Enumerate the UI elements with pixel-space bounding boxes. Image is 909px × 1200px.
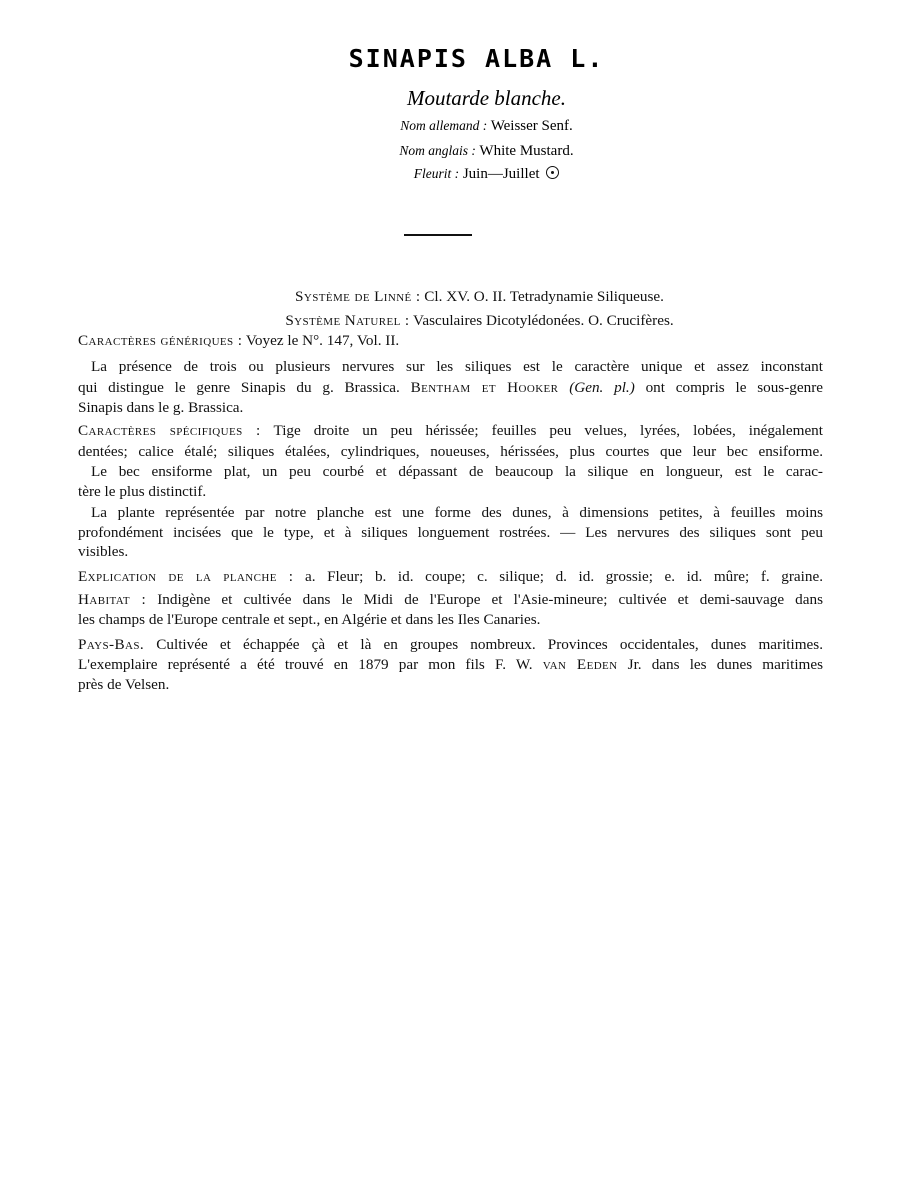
paragraph-line [78, 377, 823, 398]
flowering-label: Fleurit : [413, 166, 460, 181]
paragraph-line [78, 654, 823, 675]
paragraph-line: Sinapis dans le g. Brassica. [78, 399, 244, 416]
author-names: Bentham et Hooker [410, 379, 559, 396]
paragraph-line: près de Velsen. [78, 676, 170, 693]
text-span: ont compris le sous-genre [645, 379, 824, 396]
habitat-text: Indigène et cultivée dans le Midi de l'Europe et l'Asie-mineure; cultivée et demi-sauvage dans [157, 591, 824, 608]
netherlands-label: Pays-Bas. [78, 636, 145, 653]
divider [404, 234, 472, 236]
natural-label: Système Naturel : [285, 312, 410, 329]
paragraph-line: visibles. [78, 543, 129, 560]
flowering-value: Juin—Juillet [462, 166, 540, 182]
linnaean-value: Cl. XV. O. II. Tetradynamie Siliqueuse. [424, 288, 664, 305]
text-span: Jr. dans les dunes maritimes [627, 656, 824, 673]
annual-plant-icon [546, 166, 559, 179]
specific-characters-line [78, 420, 823, 441]
paragraph-line: Le bec ensiforme plat, un peu courbé et dépassant de beaucoup la silique en longueur, est le carac- [91, 463, 823, 480]
habitat-label: Habitat : [78, 591, 147, 608]
paragraph-line: dentées; calice étalé; siliques étalées, cylindriques, noueuses, hérissées, plus courtes que leur bec ensiforme. [78, 443, 823, 460]
paragraph-line: La présence de trois ou plusieurs nervures sur les siliques est le caractère unique et assez inconstant [91, 358, 823, 375]
generic-characters-label: Caractères génériques : [78, 332, 243, 349]
generic-characters-line [78, 330, 823, 351]
netherlands-text: Cultivée et échappée çà et là en groupes nombreux. Provinces occidentales, dunes maritimes. [156, 636, 824, 653]
text-span: L'exemplaire représenté a été trouvé en 1879 par mon fils F. W. [78, 656, 533, 673]
generic-characters-text: Voyez le N°. 147, Vol. II. [245, 332, 400, 349]
german-name-label: Nom allemand : [400, 118, 488, 133]
plate-explanation-label: Explication de la planche : [78, 568, 294, 585]
flowering-line [0, 166, 909, 183]
paragraph-line: La plante représentée par notre planche est une forme des dunes, à dimensions petites, à feuilles moins [91, 504, 823, 521]
specific-characters-label: Caractères spécifiques : [78, 422, 261, 439]
netherlands-line [78, 634, 823, 655]
specific-characters-text: Tige droite un peu hérissée; feuilles peu velues, lyrées, lobées, inégalement [273, 422, 823, 439]
habitat-line [78, 589, 823, 610]
paragraph-line: tère le plus distinctif. [78, 483, 207, 500]
plate-explanation-text: a. Fleur; b. id. coupe; c. silique; d. id. grossie; e. id. mûre; f. graine. [305, 568, 823, 585]
english-name-line [0, 143, 909, 160]
natural-system-line [0, 312, 909, 329]
text-span: qui distingue le genre Sinapis du g. Brassica. [78, 379, 400, 396]
plate-explanation-line [78, 566, 823, 587]
german-name-line [0, 118, 909, 135]
natural-value: Vasculaires Dicotylédonées. O. Crucifères. [413, 312, 674, 329]
german-name-value: Weisser Senf. [490, 118, 573, 134]
linnaean-label: Système de Linné : [295, 288, 421, 305]
english-name-value: White Mustard. [479, 143, 574, 159]
species-title: SINAPIS ALBA L. [348, 44, 605, 73]
linnaean-system-line [0, 288, 909, 305]
citation: (Gen. pl.) [569, 379, 635, 396]
common-name: Moutarde blanche. [406, 86, 567, 110]
english-name-label: Nom anglais : [399, 143, 476, 158]
collector-name: van Eeden [542, 656, 618, 673]
paragraph-line: les champs de l'Europe centrale et sept., en Algérie et dans les Iles Canaries. [78, 611, 541, 628]
paragraph-line: profondément incisées que le type, et à siliques longuement rostrées. — Les nervures des siliques sont peu [78, 524, 823, 541]
